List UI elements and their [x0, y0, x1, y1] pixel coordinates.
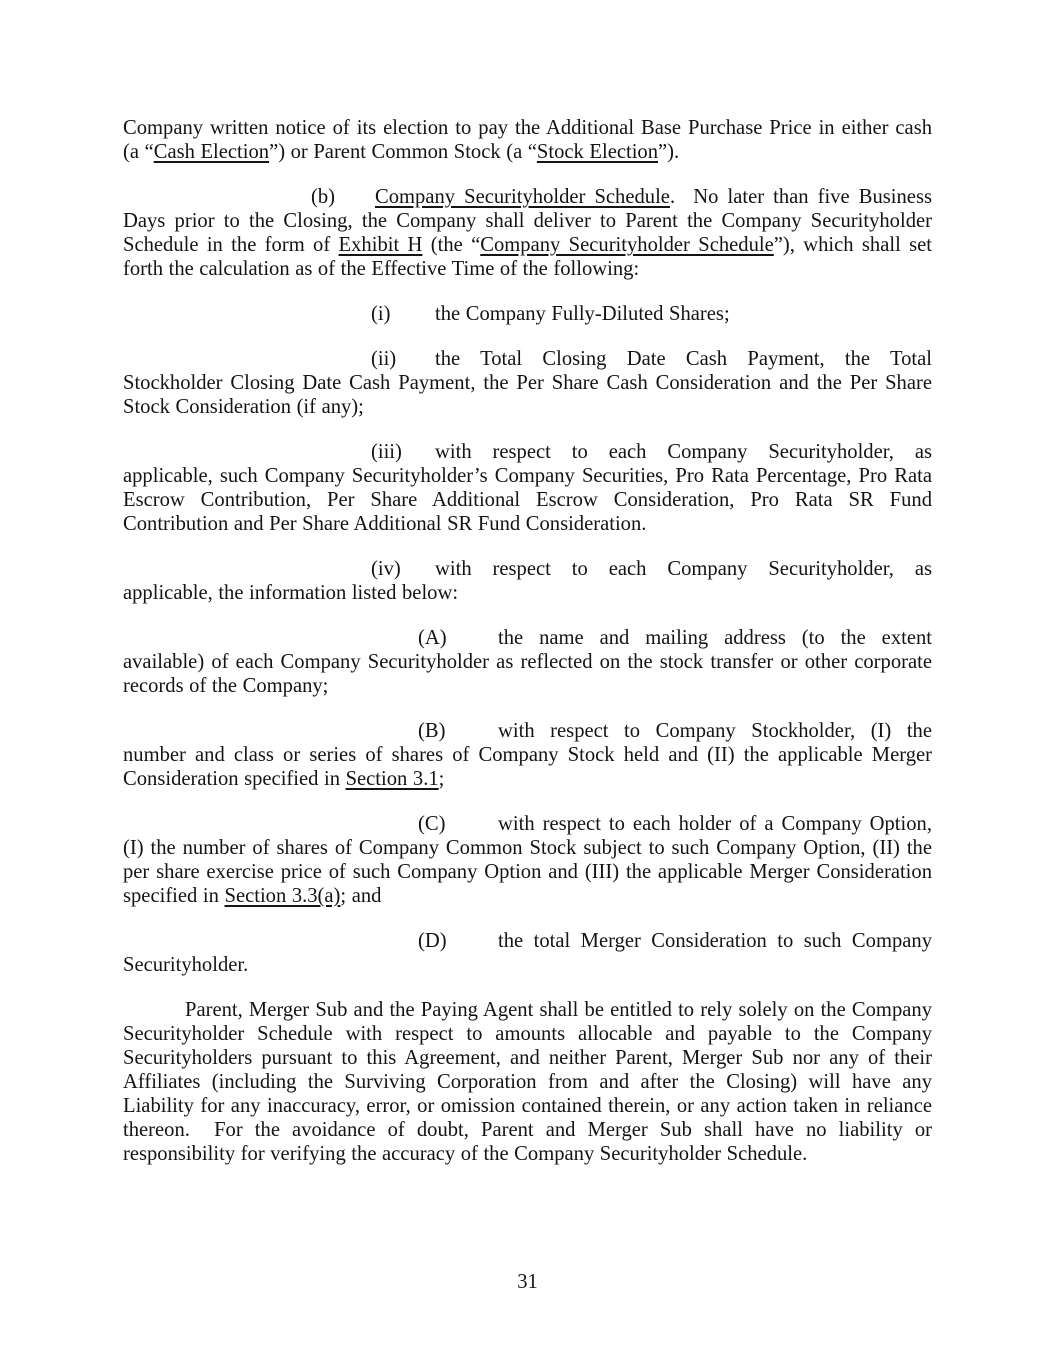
paragraph-label: (b) [311, 186, 336, 208]
text-run: ”) or Parent Common Stock (a “ [269, 141, 537, 163]
paragraph-label: (B) [418, 720, 446, 742]
text-run: ; [438, 768, 445, 790]
item-D [123, 929, 932, 977]
text-run: ; and [340, 885, 382, 907]
underlined-term: Cash Election [153, 141, 270, 163]
page-footer [0, 1270, 1055, 1294]
paragraph-label: (A) [418, 627, 447, 649]
text-run: ”), which shall set forth the calculation as of the Effective Time of the following: [123, 234, 933, 280]
page-number: 31 [517, 1271, 538, 1293]
underlined-term: Stock Election [536, 141, 659, 163]
text-run: Parent, Merger Sub and the Paying Agent shall be entitled to rely solely on the Company Securityholder Schedule with respect to amounts allocable and payable to the Company Securityholders pursuant to this Agreement, and neither Parent, Merger Sub nor any of their Affiliates (including the Surviving Corporation from and after the Closing) will have any Liability for any inaccuracy, error, or omission contained therein, or any action taken in reliance thereon. For the avoidance of doubt, Parent and Merger Sub shall have no liability or responsibility for verifying the accuracy of the Company Securityholder Schedule. [123, 999, 932, 1165]
paragraph-label: (i) [371, 303, 391, 325]
item-iii [123, 440, 932, 536]
underlined-term: Exhibit H [338, 234, 423, 256]
item-C [123, 812, 932, 908]
item-ii [123, 347, 932, 419]
underlined-term: Company Securityholder Schedule [375, 186, 670, 208]
text-run: ”). [658, 141, 680, 163]
item-iv [123, 557, 932, 605]
underlined-term: Company Securityholder Schedule [480, 234, 774, 256]
paragraph-label: (D) [418, 930, 447, 952]
text-run: the Company Fully-Diluted Shares; [435, 303, 730, 325]
underlined-term: Section 3.3(a) [224, 885, 341, 907]
underlined-term: Section 3.1 [345, 768, 439, 790]
text-run: the Total Closing Date Cash Payment, the Total Stockholder Closing Date Cash Payment, the Per Share Cash Consideration and the Per Share Stock Consideration (if any); [123, 348, 932, 418]
paragraph-label: (iv) [371, 558, 401, 580]
para-cash-or-stock-election [123, 116, 932, 164]
item-B [123, 719, 932, 791]
text-run: . No later than five Business Days prior to the Closing, the Company shall deliver to Parent the Company Securityholder Schedule in the form of [123, 186, 932, 256]
item-i [123, 302, 932, 326]
text-run: with respect to each holder of a Company Option, (I) the number of shares of Company Common Stock subject to such Company Option, (II) the per share exercise price of such Company Option and (III) the applicable Merger Consideration specified in [123, 813, 932, 907]
paragraph-label: (C) [418, 813, 446, 835]
document-body [123, 116, 932, 1166]
text-run: Company written notice of its election to pay the Additional Base Purchase Price in either cash (a “ [123, 117, 932, 163]
paragraph-label: (iii) [371, 441, 402, 463]
text-run: with respect to each Company Securityholder, as applicable, the information listed below: [123, 558, 932, 604]
text-run: with respect to Company Stockholder, (I) the number and class or series of shares of Company Stock held and (II) the applicable Merger Consideration specified in [123, 720, 932, 790]
para-reliance-on-schedule [123, 998, 932, 1166]
para-b-company-securityholder-schedule [123, 185, 932, 281]
text-run: (the “ [422, 234, 481, 256]
paragraph-label: (ii) [371, 348, 397, 370]
text-run: with respect to each Company Securityholder, as applicable, such Company Securityholder’s Company Securities, Pro Rata Percentage, Pro Rata Escrow Contribution, Per Share Additional Escrow Consideration, Pro Rata SR Fund Contribution and Per Share Additional SR Fund Consideration. [123, 441, 932, 535]
text-run: the name and mailing address (to the extent available) of each Company Securityholder as reflected on the stock transfer or other corporate records of the Company; [123, 627, 932, 697]
text-run: the total Merger Consideration to such Company Securityholder. [123, 930, 932, 976]
item-A [123, 626, 932, 698]
